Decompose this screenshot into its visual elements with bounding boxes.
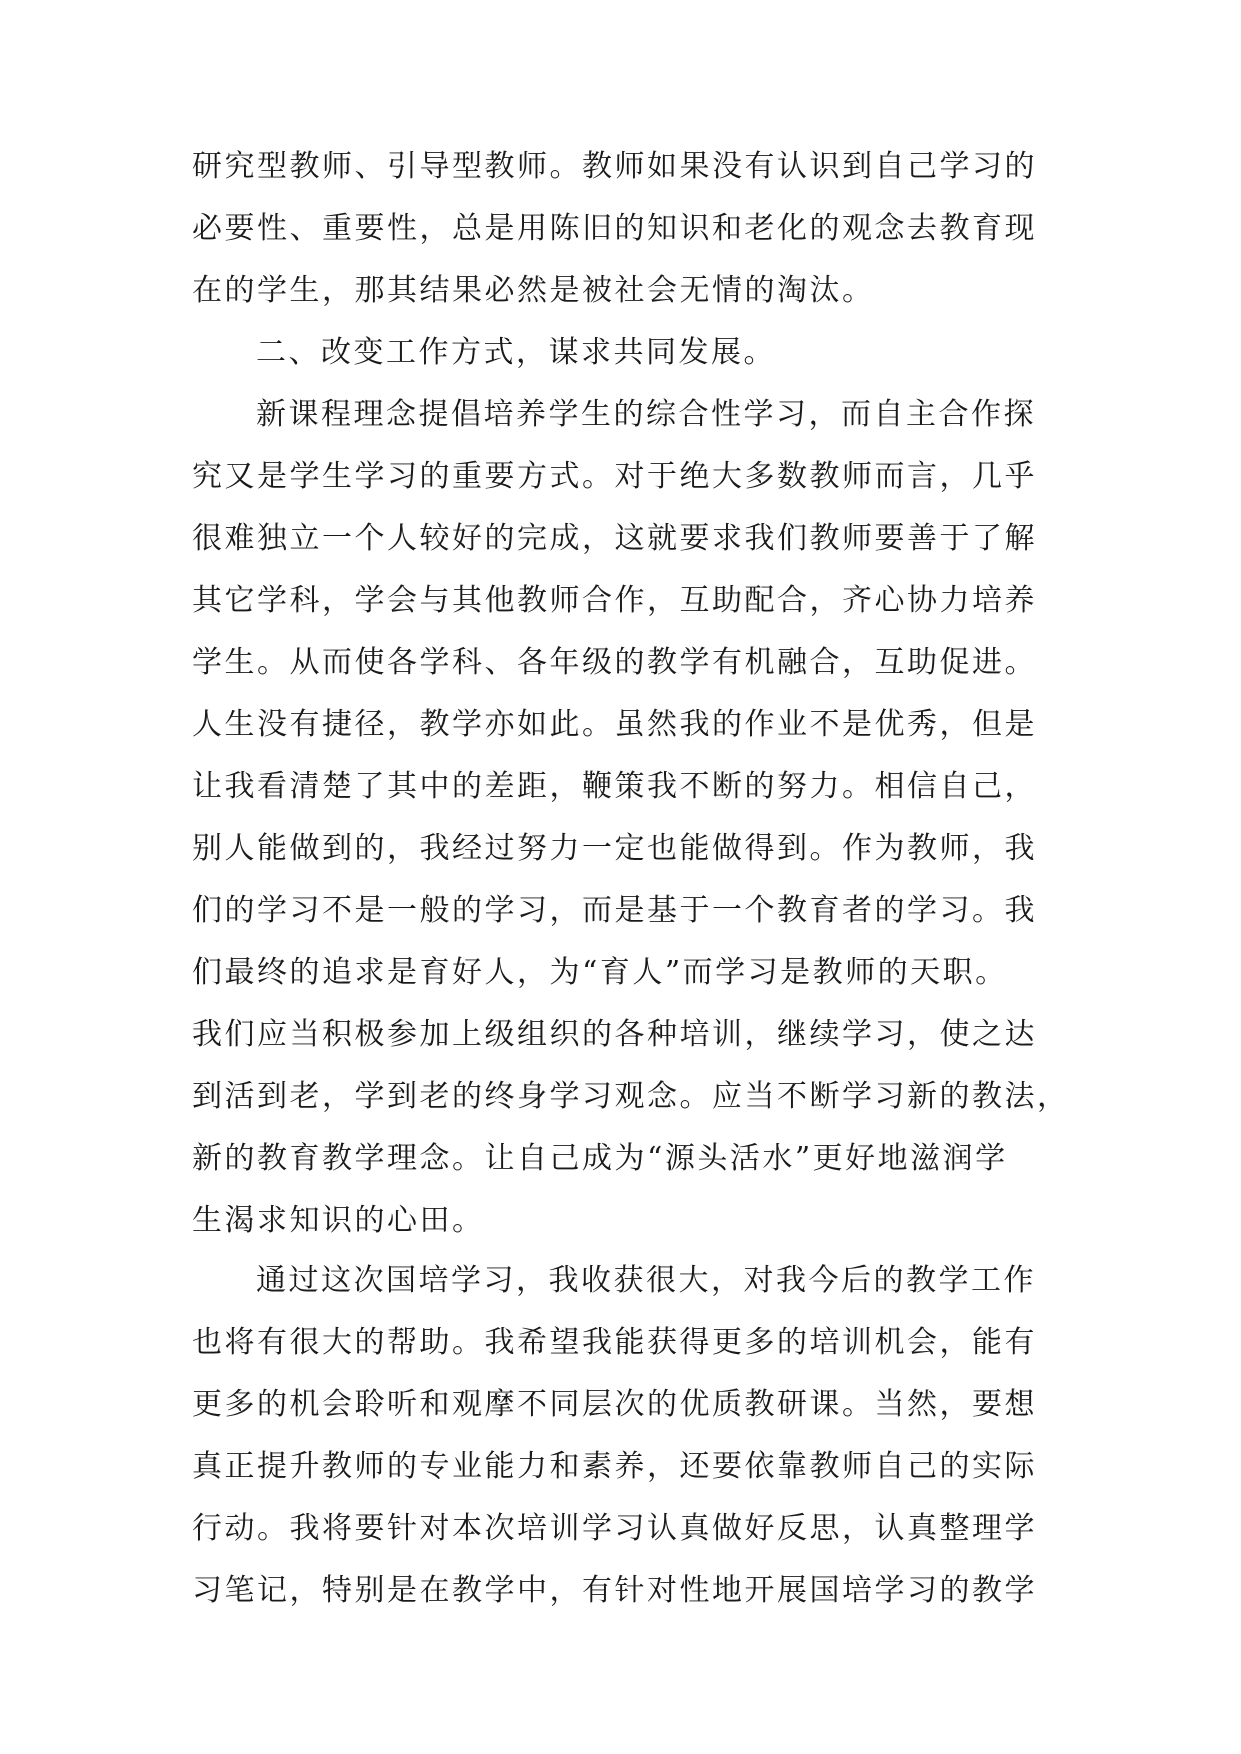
text-line: 别人能做到的，我经过努力一定也能做得到。作为教师，我 — [192, 831, 1037, 866]
text-line: 生渴求知识的心田。 — [192, 1203, 485, 1238]
text-line: 必要性、重要性，总是用陈旧的知识和老化的观念去教育现 — [192, 211, 1037, 246]
text-line: 也将有很大的帮助。我希望我能获得更多的培训机会，能有 — [192, 1325, 1037, 1360]
text-line: 人生没有捷径，教学亦如此。虽然我的作业不是优秀，但是 — [192, 707, 1037, 742]
text-line: 让我看清楚了其中的差距，鞭策我不断的努力。相信自己， — [192, 769, 1037, 804]
text-line: 通过这次国培学习，我收获很大，对我今后的教学工作 — [256, 1263, 1036, 1298]
text-line: 新的教育教学理念。让自己成为“源头活水”更好地滋润学 — [192, 1141, 1008, 1176]
text-line: 新课程理念提倡培养学生的综合性学习，而自主合作探 — [256, 397, 1036, 432]
text-line: 究又是学生学习的重要方式。对于绝大多数教师而言，几乎 — [192, 459, 1037, 494]
section-heading: 二、改变工作方式，谋求共同发展。 — [256, 335, 776, 370]
text-line: 到活到老，学到老的终身学习观念。应当不断学习新的教法， — [192, 1079, 1070, 1114]
text-line: 真正提升教师的专业能力和素养，还要依靠教师自己的实际 — [192, 1449, 1037, 1484]
text-line: 学生。从而使各学科、各年级的教学有机融合，互助促进。 — [192, 645, 1037, 680]
text-line: 们最终的追求是育好人，为“育人”而学习是教师的天职。 — [192, 955, 1008, 990]
text-line: 研究型教师、引导型教师。教师如果没有认识到自己学习的 — [192, 149, 1037, 184]
text-line: 其它学科，学会与其他教师合作，互助配合，齐心协力培养 — [192, 583, 1037, 618]
text-line: 更多的机会聆听和观摩不同层次的优质教研课。当然，要想 — [192, 1387, 1037, 1422]
text-line: 在的学生，那其结果必然是被社会无情的淘汰。 — [192, 273, 875, 308]
body-text-final-paragraph — [192, 1250, 1072, 1622]
text-line: 我们应当积极参加上级组织的各种培训，继续学习，使之达 — [192, 1017, 1037, 1052]
text-line: 们的学习不是一般的学习，而是基于一个教育者的学习。我 — [192, 893, 1037, 928]
text-line: 习笔记，特别是在教学中，有针对性地开展国培学习的教学 — [192, 1573, 1037, 1608]
text-line: 行动。我将要针对本次培训学习认真做好反思，认真整理学 — [192, 1511, 1037, 1546]
text-line: 很难独立一个人较好的完成，这就要求我们教师要善于了解 — [192, 521, 1037, 556]
body-text — [192, 136, 1072, 1252]
